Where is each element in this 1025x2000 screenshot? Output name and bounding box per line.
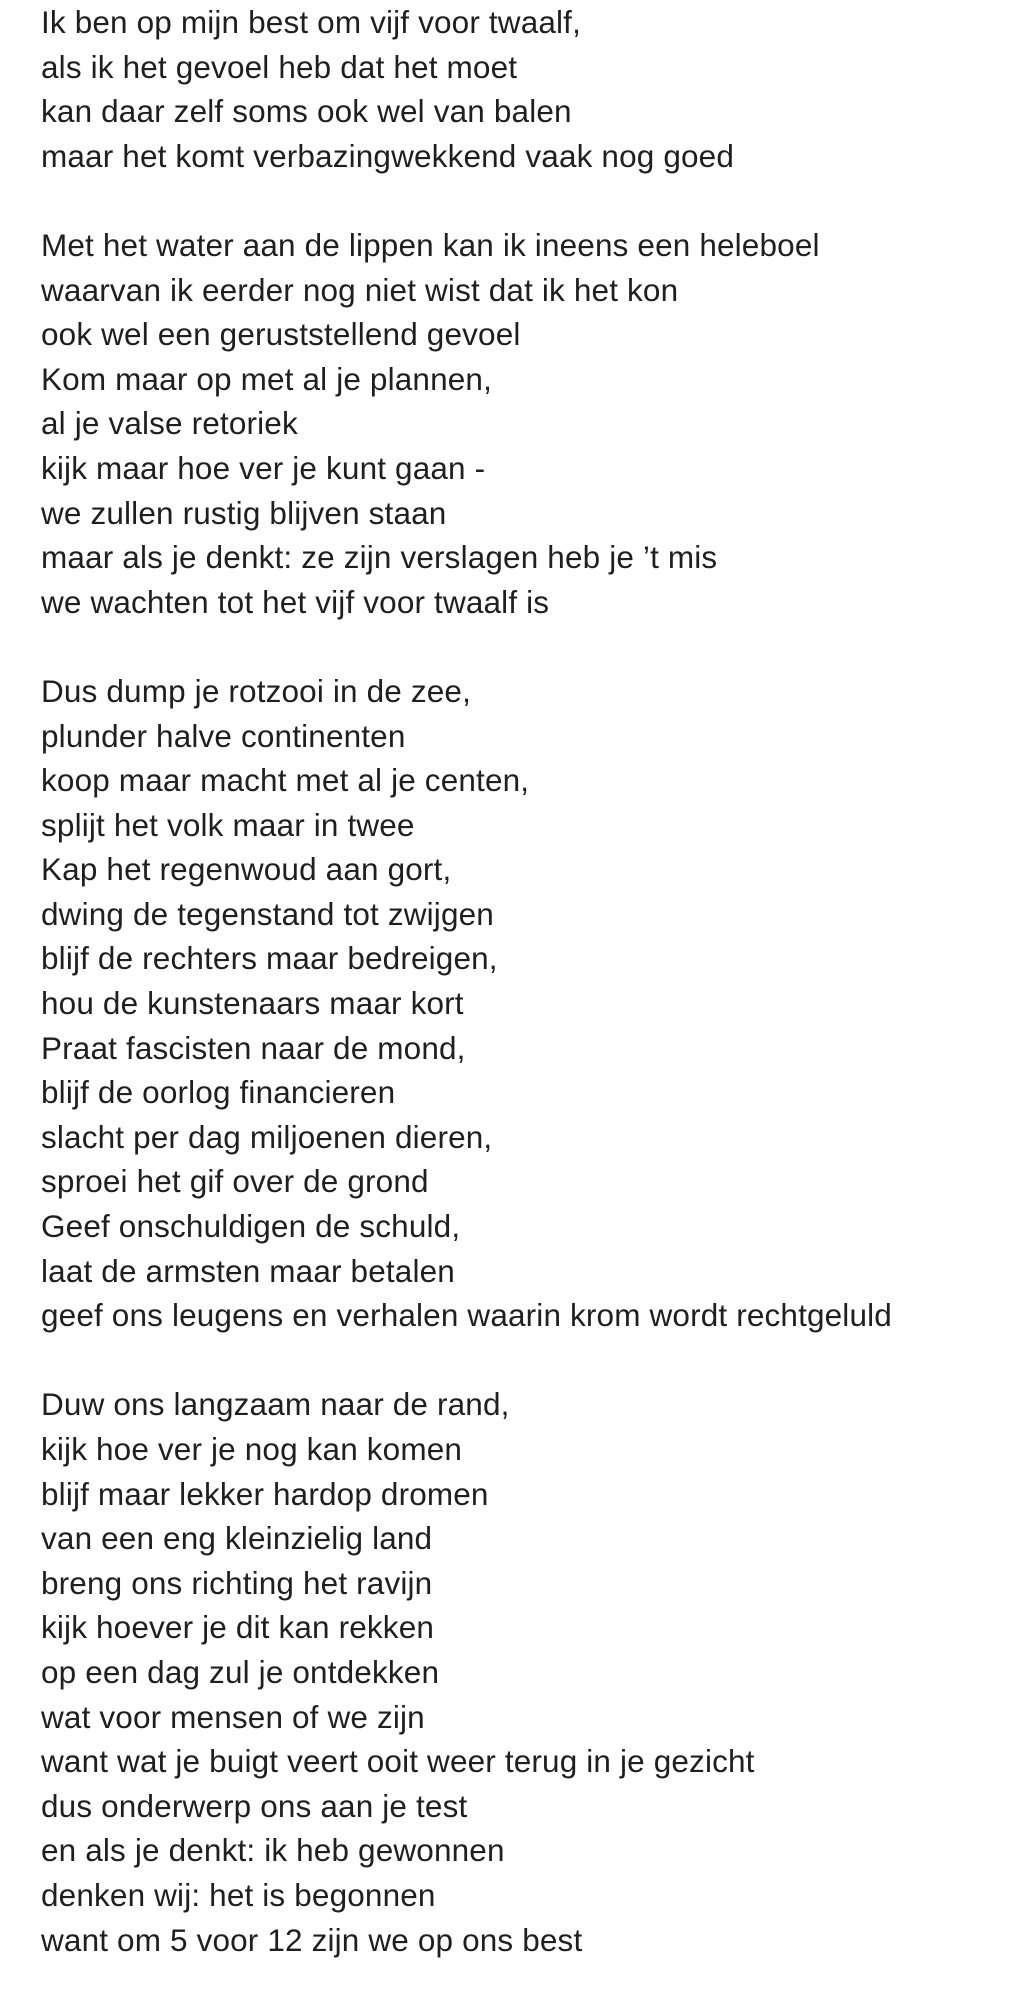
poem-line: kijk maar hoe ver je kunt gaan -: [41, 449, 486, 486]
poem-line: Ik ben op mijn best om vijf voor twaalf,: [41, 4, 581, 40]
poem-line: blijf de oorlog financieren: [41, 1074, 396, 1111]
poem-line: dwing de tegenstand tot zwijgen: [41, 895, 494, 932]
poem-line: we zullen rustig blijven staan: [41, 494, 447, 531]
poem-line: waarvan ik eerder nog niet wist dat ik het kon: [41, 271, 679, 308]
poem-line: sproei het gif over de grond: [41, 1163, 429, 1200]
poem-line: laat de armsten maar betalen: [41, 1252, 455, 1289]
poem-line: hou de kunstenaars maar kort: [41, 985, 464, 1022]
poem-line: al je valse retoriek: [41, 405, 298, 442]
poem-line: splijt het volk maar in twee: [41, 806, 415, 843]
poem-line: van een eng kleinzielig land: [41, 1520, 433, 1557]
stanza-4: [41, 1382, 1011, 1962]
poem-line: koop maar macht met al je centen,: [41, 762, 530, 799]
poem-line: Geef onschuldigen de schuld,: [41, 1208, 461, 1245]
poem-line: kan daar zelf soms ook wel van balen: [41, 93, 572, 130]
poem-line: blijf de rechters maar bedreigen,: [41, 940, 498, 977]
poem-line: Dus dump je rotzooi in de zee,: [41, 672, 471, 709]
poem-line: plunder halve continenten: [41, 717, 406, 754]
poem-line: en als je denkt: ik heb gewonnen: [41, 1832, 505, 1869]
poem-line: Kom maar op met al je plannen,: [41, 360, 492, 397]
poem-line: kijk hoe ver je nog kan komen: [41, 1431, 463, 1467]
poem-line: maar het komt verbazingwekkend vaak nog goed: [41, 137, 735, 174]
poem-line: als ik het gevoel heb dat het moet: [41, 48, 518, 85]
poem-line: blijf maar lekker hardop dromen: [41, 1475, 489, 1512]
stanza-1: [41, 0, 1011, 178]
poem-line: want om 5 voor 12 zijn we op ons best: [41, 1921, 583, 1958]
poem-line: Kap het regenwoud aan gort,: [41, 851, 452, 888]
stanza-3: [41, 669, 1011, 1338]
poem-line: Met het water aan de lippen kan ik ineens een heleboel: [41, 226, 820, 263]
poem-line: want wat je buigt veert ooit weer terug in je gezicht: [41, 1743, 755, 1780]
poem-line: denken wij: het is begonnen: [41, 1876, 436, 1913]
poem-line: kijk hoever je dit kan rekken: [41, 1609, 435, 1646]
poem-line: geef ons leugens en verhalen waarin krom wordt rechtgeluld: [41, 1297, 892, 1334]
poem-text: [41, 0, 1011, 1962]
poem-line: wat voor mensen of we zijn: [41, 1698, 425, 1735]
poem-line: maar als je denkt: ze zijn verslagen heb je ’t mis: [41, 539, 718, 576]
poem-line: we wachten tot het vijf voor twaalf is: [41, 583, 550, 620]
poem-line: ook wel een geruststellend gevoel: [41, 316, 521, 353]
poem-line: dus onderwerp ons aan je test: [41, 1787, 468, 1824]
poem-line: slacht per dag miljoenen dieren,: [41, 1118, 493, 1155]
poem-line: Duw ons langzaam naar de rand,: [41, 1386, 510, 1423]
poem-line: breng ons richting het ravijn: [41, 1564, 433, 1601]
poem-line: op een dag zul je ontdekken: [41, 1653, 440, 1690]
poem-line: Praat fascisten naar de mond,: [41, 1029, 466, 1066]
stanza-2: [41, 223, 1011, 624]
